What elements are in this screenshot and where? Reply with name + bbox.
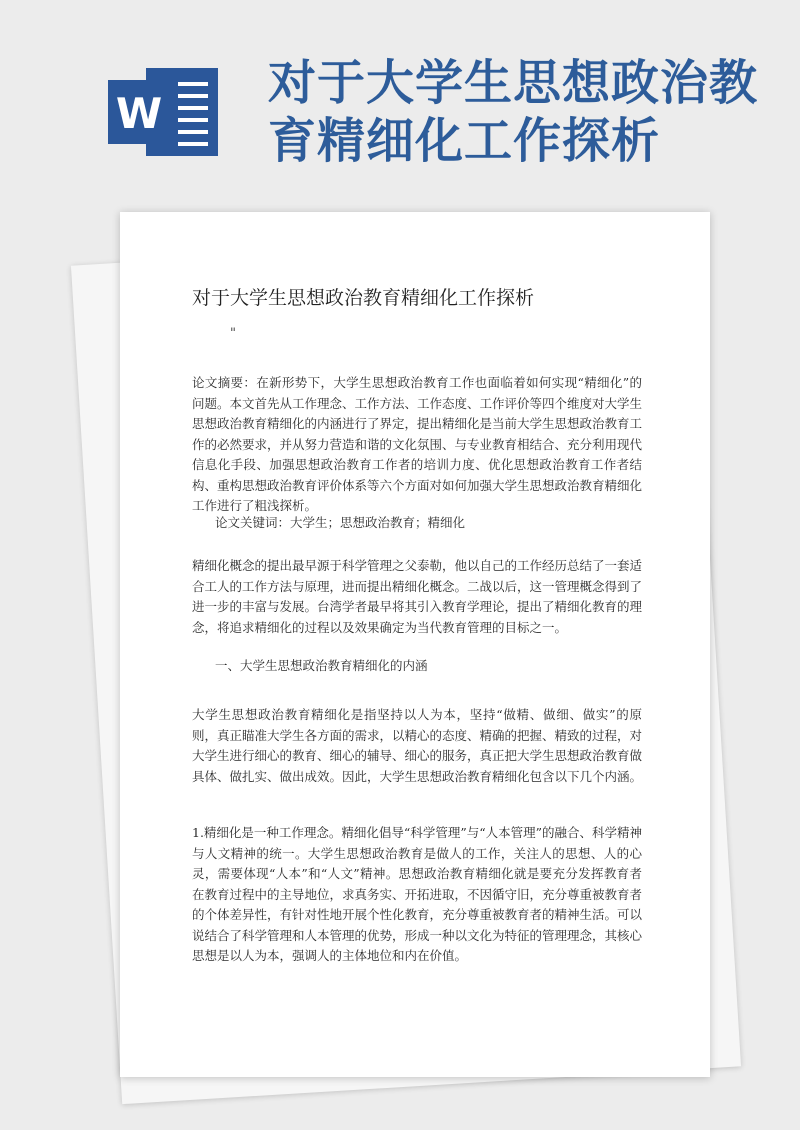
keywords-line: 论文关键词：大学生；思想政治教育；精细化: [215, 515, 466, 530]
word-logo-letter: W: [115, 89, 163, 138]
intro-paragraph: 精细化概念的提出最早源于科学管理之父泰勒，他以自己的工作经历总结了一套适合工人的工作方法与原理，进而提出精细化概念。二战以后，这一管理概念得到了进一步的丰富与发展。台湾学者最早将其引入教育学理论，提出了精细化教育的理念，将追求精细化的过程以及效果确定为当代教育管理的目标之一。: [192, 558, 643, 635]
document-title: 对于大学生思想政治教育精细化工作探析: [192, 287, 535, 309]
word-document-icon: [108, 68, 218, 156]
section-heading: 一、大学生思想政治教育精细化的内涵: [215, 658, 428, 673]
section-paragraph: 大学生思想政治教育精细化是指坚持以人为本，坚持“做精、做细、做实”的原则，真正瞄准大学生各方面的需求，以精心的态度、精确的把握、精致的过程，对大学生进行细心的教育、细心的辅导、细心的服务，真正把大学生思想政治教育做具体、做扎实、做出成效。因此，大学生思想政治教育精细化包含以下几个内涵。: [192, 707, 643, 784]
banner-title: 对于大学生思想政治教育精细化工作探析: [268, 55, 759, 169]
abstract-paragraph: 论文摘要：在新形势下，大学生思想政治教育工作也面临着如何实现“精细化”的问题。本文首先从工作理念、工作方法、工作态度、工作评价等四个维度对大学生思想政治教育精细化的内涵进行了界定，提出精细化是当前大学生思想政治教育工作的必然要求，并从努力营造和谐的文化氛围、与专业教育相结合、充分利用现代信息化手段、加强思想政治教育工作者的培训力度、优化思想政治教育工作者结构、重构思想政治教育评价体系等六个方面对如何加强大学生思想政治教育精细化工作进行了粗浅探析。: [192, 375, 643, 513]
quote-mark: ": [230, 326, 236, 341]
point-one-paragraph: 1.精细化是一种工作理念。精细化倡导“科学管理”与“人本管理”的融合、科学精神与人文精神的统一。大学生思想政治教育是做人的工作，关注人的思想、人的心灵，需要体现“人本”和“人文”精神。思想政治教育精细化就是要充分发挥教育者在教育过程中的主导地位，求真务实、开拓进取，不因循守旧，充分尊重被教育者的个体差异性，有针对性地开展个性化教育，充分尊重被教育者的精神生活。可以说结合了科学管理和人本管理的优势，形成一种以文化为特征的管理理念，其核心思想是以人为本，强调人的主体地位和内在价值。: [192, 825, 643, 963]
